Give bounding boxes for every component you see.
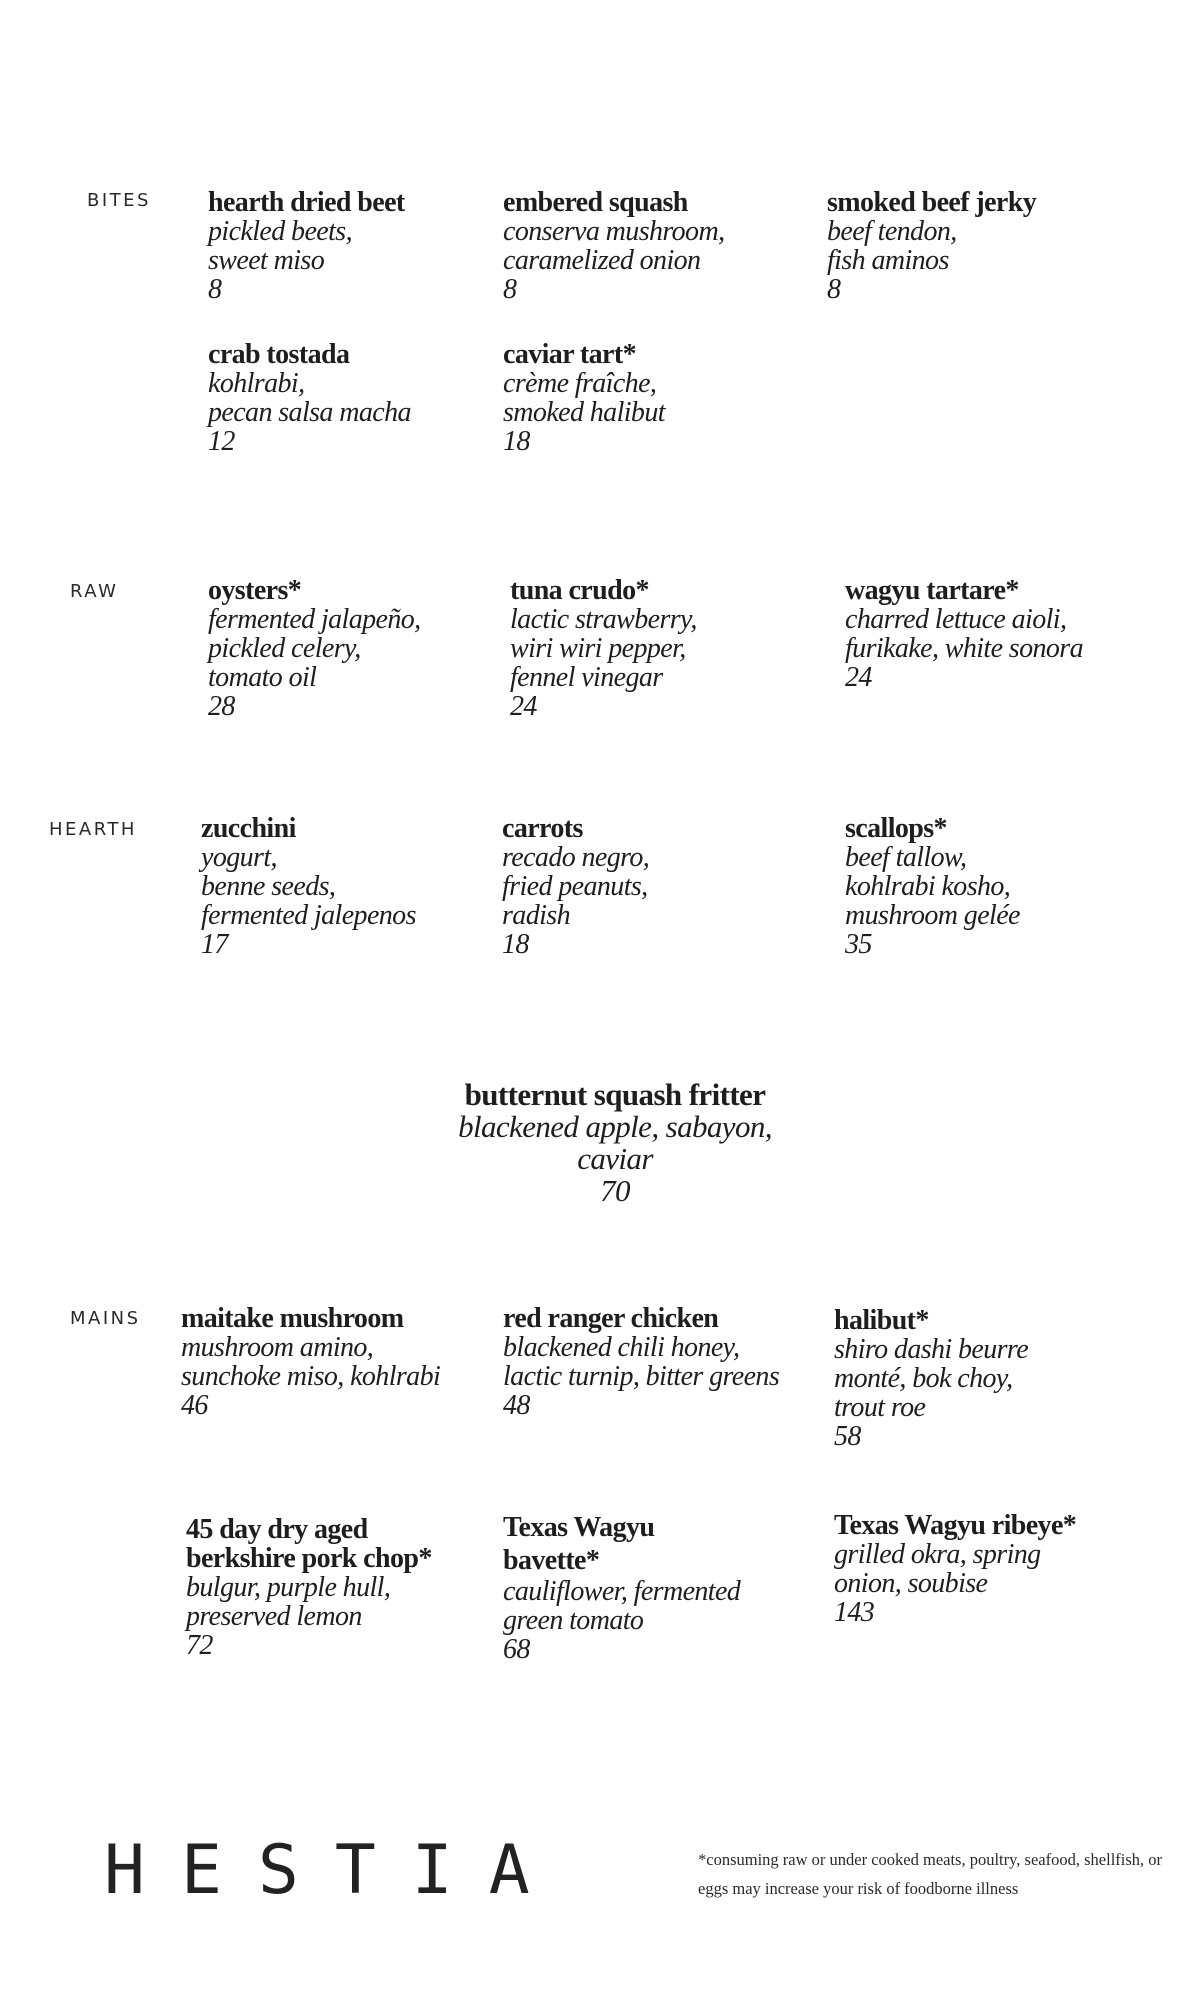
dish-name: Texas Wagyu bavette* [503,1512,655,1576]
dish-description: blackened apple, sabayon, caviar [458,1109,772,1176]
dish-name: crab tostada [208,339,350,370]
dish-name: scallops* [845,813,947,844]
menu-item [503,1304,779,1420]
section-label-mains: MAINS [70,1308,141,1329]
dish-name: maitake mushroom [181,1303,404,1334]
menu-item [503,340,665,456]
menu-item [502,814,649,959]
dish-description: pickled beets, sweet miso [208,216,352,276]
dish-price: 70 [600,1173,630,1208]
section-label-raw: RAW [70,581,119,602]
dish-price: 18 [502,929,529,960]
menu-item [208,188,405,304]
dish-name: butternut squash fritter [464,1077,766,1112]
dish-description: beef tendon, fish aminos [827,216,957,276]
menu-item [208,340,411,456]
dish-description: yogurt, benne seeds, fermented jalepenos [201,842,416,931]
dish-price: 12 [208,426,235,457]
dish-description: grilled okra, spring onion, soubise [834,1539,1041,1599]
menu-item [201,814,416,959]
dish-name: caviar tart* [503,339,637,370]
dish-description: recado negro, fried peanuts, radish [502,842,650,931]
dish-name: red ranger chicken [503,1303,719,1334]
dish-name: oysters* [208,575,302,606]
dish-name: smoked beef jerky [827,187,1037,218]
dish-name: wagyu tartare* [845,575,1019,606]
dish-description: charred lettuce aioli, furikake, white sonora [845,604,1083,664]
dish-name: halibut* [834,1305,929,1336]
menu-item [834,1306,1028,1451]
dish-description: blackened chili honey, lactic turnip, bitter greens [503,1332,780,1392]
dish-name: zucchini [201,813,296,844]
dish-name: hearth dried beet [208,187,405,218]
dish-price: 24 [510,691,537,722]
dish-name: carrots [502,813,583,844]
menu-item [510,576,697,721]
dish-description: cauliflower, fermented green tomato [503,1576,741,1636]
dish-description: bulgur, purple hull, preserved lemon [186,1572,391,1632]
dish-description: shiro dashi beurre monté, bok choy, trout roe [834,1334,1029,1423]
menu-item [827,188,1036,304]
dish-price: 143 [834,1597,875,1628]
dish-description: lactic strawberry, wiri wiri pepper, fennel vinegar [510,604,697,693]
dish-name: Texas Wagyu ribeye* [834,1510,1077,1541]
section-label-bites: BITES [87,190,151,211]
dish-price: 18 [503,426,530,457]
dish-description: mushroom amino, sunchoke miso, kohlrabi [181,1332,441,1392]
menu-item [186,1515,432,1660]
dish-price: 48 [503,1390,530,1421]
restaurant-logo: HESTIA [104,1831,566,1910]
dish-price: 58 [834,1421,861,1452]
dish-price: 8 [208,274,222,305]
menu-item [503,188,724,304]
menu-item [181,1304,440,1420]
dish-name: tuna crudo* [510,575,649,606]
featured-item [400,1079,830,1207]
section-label-hearth: HEARTH [49,819,137,840]
dish-description: beef tallow, kohlrabi kosho, mushroom gelée [845,842,1020,931]
menu-item [834,1511,1076,1627]
dish-price: 24 [845,662,872,693]
dish-price: 8 [827,274,841,305]
allergy-disclaimer: *consuming raw or under cooked meats, poultry, seafood, shellfish, or eggs may increase your risk of foodborne illness [698,1850,1163,1898]
dish-price: 68 [503,1634,530,1665]
dish-description: conserva mushroom, caramelized onion [503,216,725,276]
dish-name: embered squash [503,187,688,218]
dish-description: crème fraîche, smoked halibut [503,368,665,428]
menu-item [845,814,1020,959]
menu-item [845,576,1083,692]
dish-price: 8 [503,274,517,305]
dish-price: 17 [201,929,228,960]
menu-item [208,576,421,721]
dish-price: 46 [181,1390,208,1421]
dish-price: 72 [186,1630,213,1661]
dish-description: fermented jalapeño, pickled celery, tomato oil [208,604,421,693]
dish-description: kohlrabi, pecan salsa macha [208,368,411,428]
dish-price: 35 [845,929,872,960]
dish-price: 28 [208,691,235,722]
dish-name: 45 day dry aged berkshire pork chop* [186,1514,432,1574]
menu-item [503,1511,740,1664]
